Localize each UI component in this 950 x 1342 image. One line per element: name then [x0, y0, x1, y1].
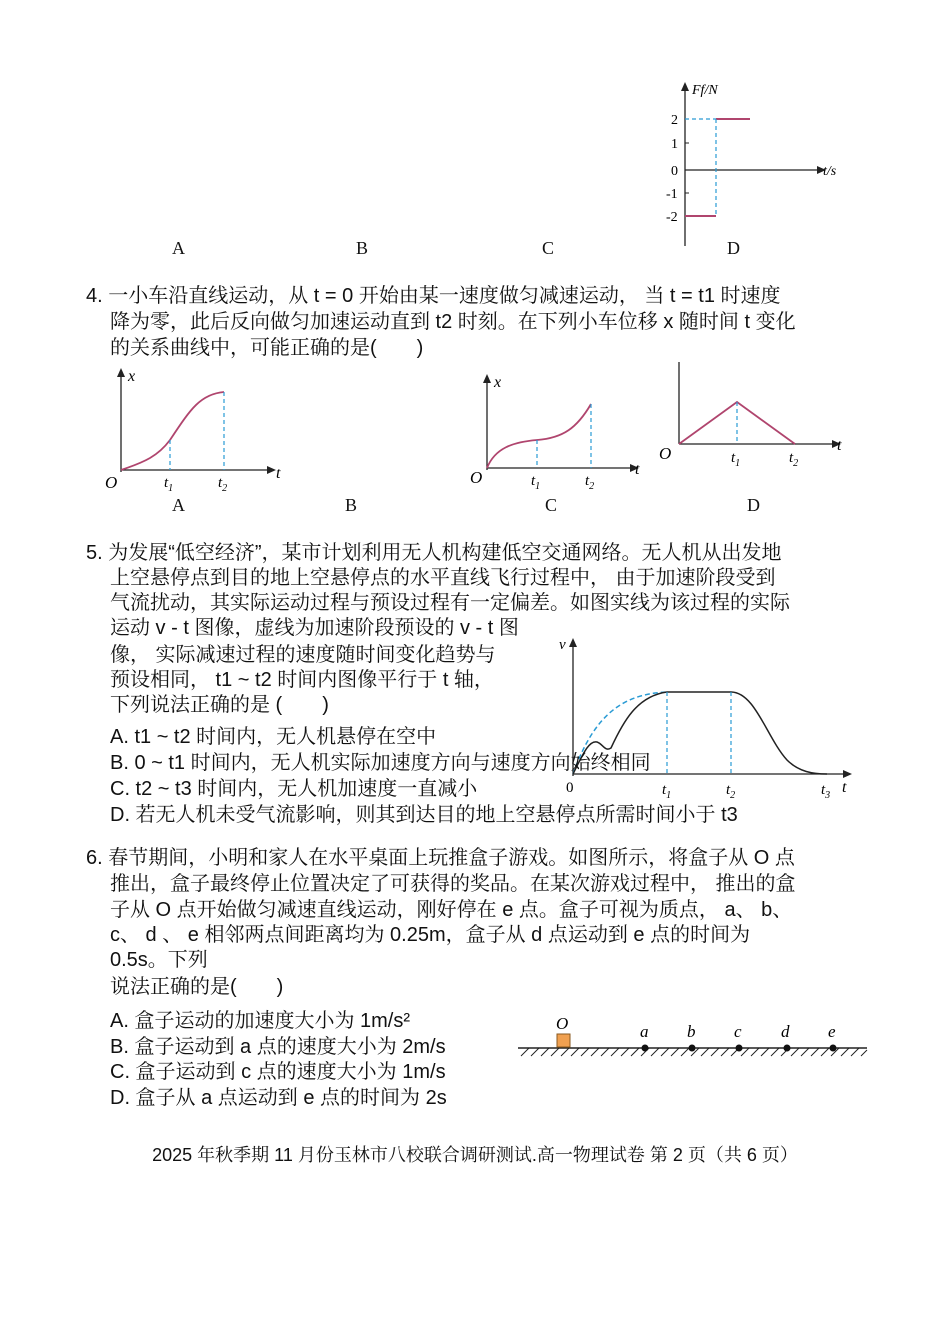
q4-graph-a	[100, 362, 290, 496]
q5-option-b: B. 0 ~ t1 时间内，无人机实际加速度方向与速度方向始终相同	[110, 752, 651, 774]
q4d-origin-label: O	[659, 444, 672, 463]
q5-v-label: v	[559, 637, 566, 653]
page-footer: 2025 年秋季期 11 月份玉林市八校联合调研测试.高一物理试卷 第 2 页（共 6 页）	[152, 1145, 798, 1165]
q4c-t2-label: $t_2$	[585, 473, 595, 492]
q6-option-b: B. 盒子运动到 a 点的速度大小为 2m/s	[110, 1036, 446, 1058]
q6-line-4: c、 d 、 e 相邻两点间距离均为 0.25m，盒子从 d 点运动到 e 点的时间为	[110, 924, 751, 946]
q6-point-d	[784, 1045, 791, 1052]
q5-line-5: 像， 实际减速过程的速度随时间变化趋势与	[110, 644, 496, 666]
q6-box	[557, 1034, 570, 1047]
q3-graph-d-ff-t	[660, 78, 850, 250]
q6-point-e-label: e	[828, 1022, 836, 1041]
q5-line-6: 预设相同， t1 ~ t2 时间内图像平行于 t 轴，	[110, 669, 494, 691]
q6-point-b-label: b	[687, 1022, 696, 1041]
q4c-t-label: t	[635, 461, 640, 478]
q4c-x-label: x	[494, 374, 502, 391]
q5-option-c: C. t2 ~ t3 时间内，无人机加速度一直减小	[110, 778, 478, 800]
q6-track-diagram	[515, 1010, 875, 1065]
q4a-x-label: x	[128, 368, 136, 385]
q4c-t1-label: $t_1$	[531, 473, 541, 492]
q6-point-c-label: c	[734, 1022, 742, 1041]
q3-x-axis-label: t/s	[823, 164, 837, 179]
q4a-t2-label: $t_2$	[218, 475, 228, 494]
q3-tick-1: 1	[671, 137, 678, 152]
q6-point-a	[642, 1045, 649, 1052]
q6-point-d-label: d	[781, 1022, 790, 1041]
q3-option-b-label: B	[356, 238, 369, 258]
q5-graph-v-t	[555, 632, 860, 802]
q6-option-a: A. 盒子运动的加速度大小为 1m/s²	[110, 1010, 411, 1032]
q6-point-e	[830, 1045, 837, 1052]
q6-line-5: 0.5s。下列	[110, 949, 208, 971]
q5-option-d: D. 若无人机未受气流影响，则其到达目的地上空悬停点所需时间小于 t3	[110, 804, 738, 826]
q3-tick-0: 0	[671, 164, 678, 179]
q3-option-a-label: A	[172, 238, 185, 258]
q4a-curve	[121, 392, 224, 470]
q3-tick-neg1: -1	[666, 187, 678, 202]
q5-line-7: 下列说法正确的是 ( )	[110, 694, 329, 716]
q6-point-c	[736, 1045, 743, 1052]
q3-y-arrow	[681, 82, 689, 91]
q6-option-d: D. 盒子从 a 点运动到 e 点的时间为 2s	[110, 1087, 447, 1109]
q5-zero-label: 0	[566, 780, 574, 796]
q5-line-3: 气流扰动，其实际运动过程与预设过程有一定偏差。如图实线为该过程的实际	[110, 592, 790, 614]
q5-t2-label: $t_2$	[726, 782, 736, 801]
q4-option-d-label: D	[747, 495, 760, 515]
q4-line-1: 4. 一小车沿直线运动，从 t = 0 开始由某一速度做匀减速运动， 当 t = t1 时速度	[86, 285, 781, 307]
q6-line-3: 子从 O 点开始做匀减速直线运动，刚好停在 e 点。盒子可视为质点， a、 b、	[110, 899, 793, 921]
q4a-origin-label: O	[105, 473, 118, 492]
q6-line-6: 说法正确的是( )	[110, 976, 284, 998]
q5-t1-label: $t_1$	[662, 782, 672, 801]
q4d-t2-label: $t_2$	[789, 450, 799, 469]
q4-option-b-label: B	[345, 495, 358, 515]
q6-point-b	[689, 1045, 696, 1052]
q4d-t1-label: $t_1$	[731, 450, 741, 469]
q4-line-3: 的关系曲线中，可能正确的是( )	[110, 337, 424, 359]
q3-y-axis-label: Ff/N	[692, 83, 718, 98]
q6-line-2: 推出，盒子最终停止位置决定了可获得的奖品。在某次游戏过程中， 推出的盒	[110, 873, 796, 895]
q4-graph-d	[655, 356, 855, 474]
q3-option-d-label: D	[727, 238, 740, 258]
q4c-curve	[487, 404, 591, 468]
q4a-t-label: t	[276, 465, 281, 482]
q5-line-4: 运动 v - t 图像，虚线为加速阶段预设的 v - t 图	[110, 617, 519, 639]
q4a-t1-label: $t_1$	[164, 475, 174, 494]
q5-option-a: A. t1 ~ t2 时间内，无人机悬停在空中	[110, 726, 437, 748]
q4-option-c-label: C	[545, 495, 558, 515]
q4-option-a-label: A	[172, 495, 185, 515]
q4-graph-c	[465, 368, 650, 496]
q6-option-c: C. 盒子运动到 c 点的速度大小为 1m/s	[110, 1061, 446, 1083]
q3-option-c-label: C	[542, 238, 555, 258]
q5-t-label: t	[842, 779, 847, 796]
q5-line-2: 上空悬停点到目的地上空悬停点的水平直线飞行过程中， 由于加速阶段受到	[110, 567, 776, 589]
q6-line-1: 6. 春节期间，小明和家人在水平桌面上玩推盒子游戏。如图所示，将盒子从 O 点	[86, 847, 795, 869]
q4d-t-label: t	[837, 437, 842, 454]
q6-point-o-label: O	[556, 1014, 569, 1033]
q4-line-2: 降为零，此后反向做匀加速运动直到 t2 时刻。在下列小车位移 x 随时间 t 变化	[110, 311, 796, 333]
q5-t3-label: $t_3$	[821, 782, 831, 801]
q3-tick-2: 2	[671, 113, 678, 128]
q5-line-1: 5. 为发展“低空经济”，某市计划利用无人机构建低空交通网络。无人机从出发地	[86, 542, 782, 564]
q3-tick-neg2: -2	[666, 210, 678, 225]
q6-point-a-label: a	[640, 1022, 649, 1041]
q4c-origin-label: O	[470, 468, 483, 487]
